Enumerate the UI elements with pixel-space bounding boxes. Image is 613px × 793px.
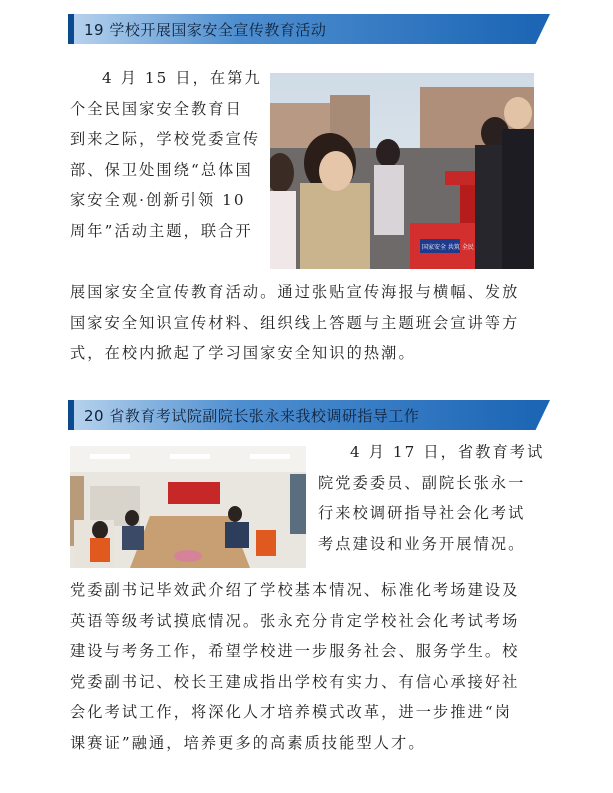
- section-19-full-text: [70, 277, 519, 369]
- section-19-photo: [270, 73, 534, 269]
- text-line: 家安全观·创新引领 10: [70, 191, 246, 210]
- text-line: 行来校调研指导社会化考试: [318, 504, 526, 523]
- text-line: 英语等级考试摸底情况。张永充分肯定学校社会化考试考场: [70, 611, 520, 630]
- text-line: 国家安全知识宣传材料、组织线上答题与主题班会宣讲等方: [70, 313, 520, 332]
- section-20-photo: [70, 446, 306, 568]
- text-line: 课赛证”融通，培养更多的高素质技能型人才。: [70, 733, 426, 752]
- text-line: 考点建设和业务开展情况。: [318, 534, 526, 553]
- meeting-room-photo: [70, 446, 306, 568]
- section-20-title: 20 省教育考试院副院长张永来我校调研指导工作: [84, 407, 420, 425]
- section-19-banner: [68, 14, 550, 44]
- publicity-event-photo: [270, 73, 534, 269]
- text-line: 个全民国家安全教育日: [70, 99, 243, 118]
- text-line: 党委副书记、校长王建成指出学校有实力、有信心承接好社: [70, 672, 520, 691]
- photo-sign: 国家安全 共筑 全民: [422, 244, 474, 251]
- text-line: 展国家安全宣传教育活动。通过张贴宣传海报与横幅、发放: [70, 283, 520, 301]
- text-line: 式，在校内掀起了学习国家安全知识的热潮。: [70, 344, 416, 363]
- section-20-full-text: [70, 575, 519, 759]
- banner-accent: [68, 14, 74, 44]
- section-19-title: 19 学校开展国家安全宣传教育活动: [84, 21, 327, 39]
- banner-accent: [68, 400, 74, 430]
- section-19-side-text: [70, 63, 262, 247]
- text-line: 4 月 15 日，在第九: [102, 69, 262, 87]
- section-20-side-text: [318, 437, 544, 559]
- text-line: 建设与考务工作，希望学校进一步服务社会、服务学生。校: [70, 642, 520, 661]
- text-line: 党委副书记毕效武介绍了学校基本情况、标准化考场建设及: [70, 581, 520, 599]
- text-line: 院党委委员、副院长张永一: [318, 473, 526, 492]
- text-line: 4 月 17 日，省教育考试: [350, 443, 545, 461]
- text-line: 会化考试工作，将深化人才培养模式改革，进一步推进“岗: [70, 703, 513, 722]
- text-line: 到来之际，学校党委宣传: [70, 130, 261, 149]
- text-line: 部、保卫处围绕“总体国: [70, 160, 253, 179]
- text-line: 周年”活动主题，联合开: [70, 221, 253, 240]
- section-20-banner: [68, 400, 550, 430]
